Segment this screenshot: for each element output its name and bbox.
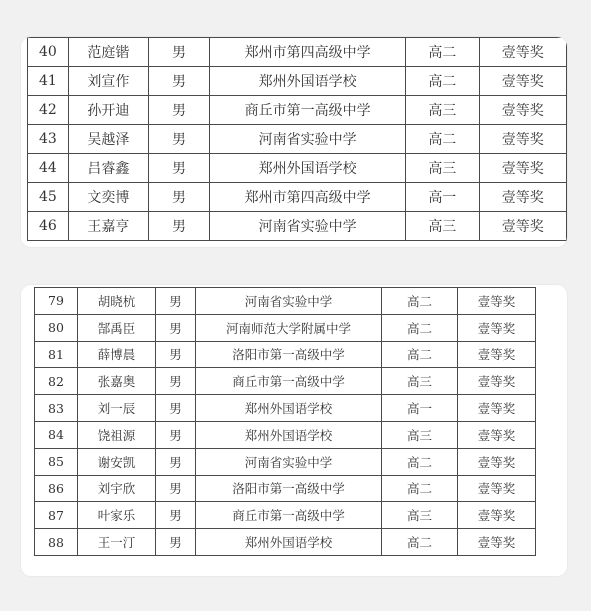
name-cell: 叶家乐 <box>78 502 156 529</box>
name-cell: 吕睿鑫 <box>68 154 148 183</box>
name-cell: 王嘉亨 <box>68 212 148 241</box>
award-cell: 壹等奖 <box>458 341 536 368</box>
award-cell: 壹等奖 <box>458 475 536 502</box>
rank-cell: 43 <box>28 125 69 154</box>
name-cell: 谢安凯 <box>78 448 156 475</box>
award-cell: 壹等奖 <box>458 529 536 556</box>
school-cell: 洛阳市第一高级中学 <box>196 341 382 368</box>
table-row <box>35 314 536 341</box>
award-table-card-2 <box>21 285 567 576</box>
grade-cell: 高三 <box>382 368 458 395</box>
name-cell: 薛博晨 <box>78 341 156 368</box>
gender-cell: 男 <box>148 125 209 154</box>
name-cell: 范庭锴 <box>68 38 148 67</box>
gender-cell: 男 <box>156 288 196 315</box>
award-cell: 壹等奖 <box>458 448 536 475</box>
rank-cell: 85 <box>35 448 78 475</box>
gender-cell: 男 <box>156 395 196 422</box>
award-cell: 壹等奖 <box>458 421 536 448</box>
school-cell: 河南省实验中学 <box>196 288 382 315</box>
table-row <box>35 395 536 422</box>
grade-cell: 高一 <box>406 183 479 212</box>
school-cell: 河南师范大学附属中学 <box>196 314 382 341</box>
table-row <box>28 154 567 183</box>
gender-cell: 男 <box>156 421 196 448</box>
rank-cell: 79 <box>35 288 78 315</box>
award-cell: 壹等奖 <box>458 368 536 395</box>
rank-cell: 42 <box>28 96 69 125</box>
school-cell: 商丘市第一高级中学 <box>196 368 382 395</box>
gender-cell: 男 <box>156 475 196 502</box>
award-table-2 <box>34 287 536 556</box>
school-cell: 河南省实验中学 <box>210 125 406 154</box>
award-cell: 壹等奖 <box>458 288 536 315</box>
school-cell: 郑州外国语学校 <box>210 67 406 96</box>
school-cell: 郑州外国语学校 <box>196 529 382 556</box>
rank-cell: 41 <box>28 67 69 96</box>
rank-cell: 82 <box>35 368 78 395</box>
grade-cell: 高二 <box>382 448 458 475</box>
grade-cell: 高二 <box>382 314 458 341</box>
gender-cell: 男 <box>148 212 209 241</box>
rank-cell: 88 <box>35 529 78 556</box>
gender-cell: 男 <box>156 314 196 341</box>
grade-cell: 高一 <box>382 395 458 422</box>
gender-cell: 男 <box>156 341 196 368</box>
table-row <box>28 38 567 67</box>
award-cell: 壹等奖 <box>479 154 566 183</box>
school-cell: 商丘市第一高级中学 <box>196 502 382 529</box>
award-cell: 壹等奖 <box>479 125 566 154</box>
award-cell: 壹等奖 <box>479 96 566 125</box>
grade-cell: 高三 <box>406 96 479 125</box>
gender-cell: 男 <box>156 502 196 529</box>
table-row <box>35 288 536 315</box>
school-cell: 郑州外国语学校 <box>196 395 382 422</box>
grade-cell: 高二 <box>382 288 458 315</box>
table-row <box>35 368 536 395</box>
name-cell: 张嘉奥 <box>78 368 156 395</box>
name-cell: 刘一辰 <box>78 395 156 422</box>
table-row <box>28 183 567 212</box>
grade-cell: 高二 <box>382 341 458 368</box>
award-table-1 <box>27 37 567 241</box>
name-cell: 郜禹臣 <box>78 314 156 341</box>
table-row <box>28 67 567 96</box>
school-cell: 郑州市第四高级中学 <box>210 183 406 212</box>
table-row <box>28 96 567 125</box>
rank-cell: 81 <box>35 341 78 368</box>
gender-cell: 男 <box>156 448 196 475</box>
table-row <box>28 125 567 154</box>
award-cell: 壹等奖 <box>458 395 536 422</box>
award-table-2-body <box>35 288 536 556</box>
gender-cell: 男 <box>148 38 209 67</box>
school-cell: 洛阳市第一高级中学 <box>196 475 382 502</box>
name-cell: 刘宣作 <box>68 67 148 96</box>
rank-cell: 45 <box>28 183 69 212</box>
school-cell: 郑州外国语学校 <box>196 421 382 448</box>
gender-cell: 男 <box>148 183 209 212</box>
rank-cell: 87 <box>35 502 78 529</box>
grade-cell: 高二 <box>382 475 458 502</box>
school-cell: 商丘市第一高级中学 <box>210 96 406 125</box>
grade-cell: 高三 <box>406 212 479 241</box>
school-cell: 郑州外国语学校 <box>210 154 406 183</box>
award-cell: 壹等奖 <box>458 314 536 341</box>
award-table-card-1 <box>21 37 567 247</box>
gender-cell: 男 <box>148 96 209 125</box>
award-cell: 壹等奖 <box>479 212 566 241</box>
grade-cell: 高二 <box>406 38 479 67</box>
gender-cell: 男 <box>156 368 196 395</box>
gender-cell: 男 <box>156 529 196 556</box>
name-cell: 孙开迪 <box>68 96 148 125</box>
school-cell: 河南省实验中学 <box>210 212 406 241</box>
rank-cell: 83 <box>35 395 78 422</box>
grade-cell: 高二 <box>382 529 458 556</box>
table-row <box>28 212 567 241</box>
rank-cell: 86 <box>35 475 78 502</box>
name-cell: 吴越泽 <box>68 125 148 154</box>
school-cell: 郑州市第四高级中学 <box>210 38 406 67</box>
school-cell: 河南省实验中学 <box>196 448 382 475</box>
table-row <box>35 475 536 502</box>
rank-cell: 40 <box>28 38 69 67</box>
table-row <box>35 421 536 448</box>
name-cell: 胡晓杭 <box>78 288 156 315</box>
award-table-1-body <box>28 38 567 241</box>
gender-cell: 男 <box>148 154 209 183</box>
name-cell: 刘宇欣 <box>78 475 156 502</box>
name-cell: 王一汀 <box>78 529 156 556</box>
grade-cell: 高三 <box>382 502 458 529</box>
award-cell: 壹等奖 <box>479 38 566 67</box>
rank-cell: 84 <box>35 421 78 448</box>
grade-cell: 高二 <box>406 125 479 154</box>
grade-cell: 高三 <box>406 154 479 183</box>
table-row <box>35 448 536 475</box>
award-cell: 壹等奖 <box>479 67 566 96</box>
table-row <box>35 502 536 529</box>
name-cell: 饶祖源 <box>78 421 156 448</box>
award-cell: 壹等奖 <box>458 502 536 529</box>
gender-cell: 男 <box>148 67 209 96</box>
grade-cell: 高三 <box>382 421 458 448</box>
table-row <box>35 341 536 368</box>
rank-cell: 44 <box>28 154 69 183</box>
award-cell: 壹等奖 <box>479 183 566 212</box>
name-cell: 文奕博 <box>68 183 148 212</box>
rank-cell: 80 <box>35 314 78 341</box>
table-row <box>35 529 536 556</box>
grade-cell: 高二 <box>406 67 479 96</box>
rank-cell: 46 <box>28 212 69 241</box>
